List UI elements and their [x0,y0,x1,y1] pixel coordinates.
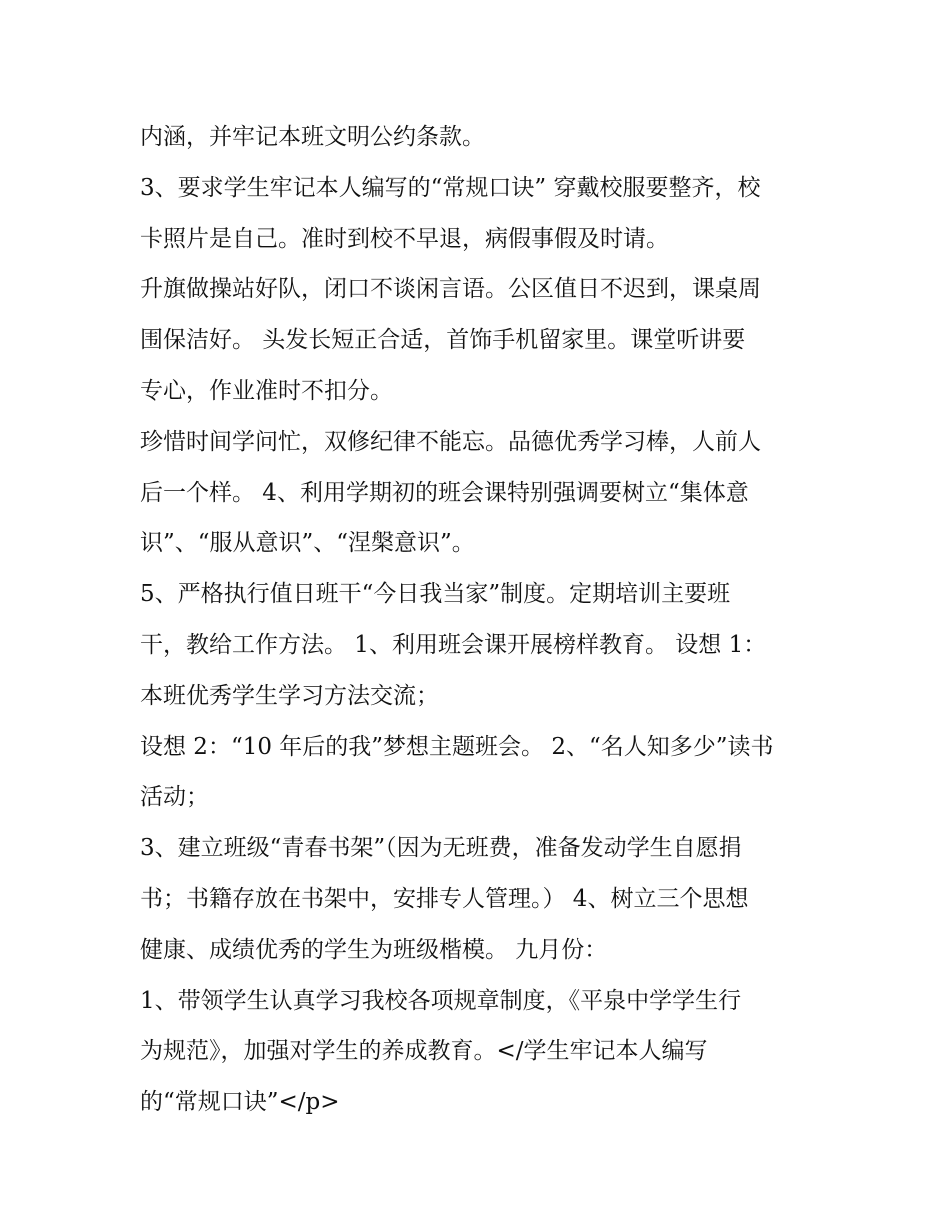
text-line: 本班优秀学生学习方法交流； [140,682,439,709]
text-line: 1、带领学生认真学习我校各项规章制度，《平泉中学学生行 [140,987,742,1014]
text-line: 设想 2：“10 年后的我”梦想主题班会。 2、“名人知多少”读书 [140,733,774,760]
text-line: 卡照片是自己。准时到校不早退，病假事假及时请。 [140,225,669,252]
text-line: 内涵，并牢记本班文明公约条款。 [140,124,485,150]
text-line: 后一个样。 4、利用学期初的班会课特别强调要树立“集体意 [140,479,749,506]
text-line: 5、严格执行值日班干“今日我当家”制度。定期培训主要班 [140,581,731,608]
text-line: 为规范》，加强对学生的养成教育。</学生牢记本人编写 [140,1038,708,1065]
text-line: 围保洁好。 头发长短正合适，首饰手机留家里。课堂听讲要 [140,327,746,354]
text-line: 3、要求学生牢记本人编写的“常规口诀” 穿戴校服要整齐，校 [140,174,761,201]
text-line: 活动； [140,784,209,811]
text-line: 识”、“服从意识”、“涅槃意识”。 [140,530,475,557]
text-line: 书；书籍存放在书架中，安排专人管理。） 4、树立三个思想 [140,885,749,912]
text-line: 健康、成绩优秀的学生为班级楷模。 九月份： [140,936,608,963]
text-line: 升旗做操站好队，闭口不谈闲言语。公区值日不迟到，课桌周 [140,276,761,303]
text-line: 珍惜时间学问忙，双修纪律不能忘。品德优秀学习棒，人前人 [140,428,761,455]
text-line: 3、建立班级“青春书架”（因为无班费，准备发动学生自愿捐 [140,835,742,862]
text-line: 专心，作业准时不扣分。 [140,377,393,404]
document-body [140,112,820,1128]
text-line: 的“常规口诀”</p> [140,1089,340,1116]
text-line: 干，教给工作方法。 1、利用班会课开展榜样教育。 设想 1： [140,631,767,658]
